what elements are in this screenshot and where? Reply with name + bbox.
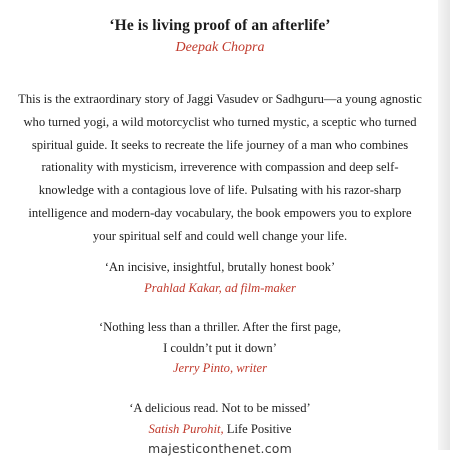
review-2	[0, 317, 440, 379]
page-edge-shadow	[438, 0, 450, 450]
review-3	[0, 398, 440, 439]
review-2-quote-line-2: I couldn’t put it down’	[163, 340, 277, 355]
review-2-attribution: Jerry Pinto, writer	[172, 361, 268, 375]
review-3-publication: Life Positive	[223, 421, 292, 436]
review-1-attribution: Prahlad Kakar, ad film-maker	[144, 280, 296, 295]
review-2-quote-line-1: ‘Nothing less than a thriller. After the first page,	[98, 320, 342, 334]
review-3-quote: ‘A delicious read. Not to be missed’	[129, 401, 311, 415]
headline-attribution: Deepak Chopra	[175, 40, 265, 55]
review-1	[0, 257, 440, 298]
blurb-text: This is the extraordinary story of Jaggi Vasudev or Sadhguru—a young agnostic who turned yogi, a wild motorcyclist who turned mystic, a sceptic who turned spiritual guide. It seeks to recreate the life journey of a man who combines rationality with mysticism, irreverence with compassion and deep self-knowledge with a contagious love of life. Pulsating with his razor-sharp intelligence and modern-day vocabulary, the book empowers you to explore your spiritual self and could well change your life.	[18, 92, 422, 243]
headline-quote: ‘He is living proof of an afterlife’	[109, 17, 331, 34]
footer-website: majesticonthenet.com	[147, 441, 293, 456]
review-3-attribution: Satish Purohit, Life Positive	[148, 421, 292, 436]
review-1-quote: ‘An incisive, insightful, brutally honest book’	[104, 260, 336, 274]
blurb-paragraph	[18, 88, 422, 248]
